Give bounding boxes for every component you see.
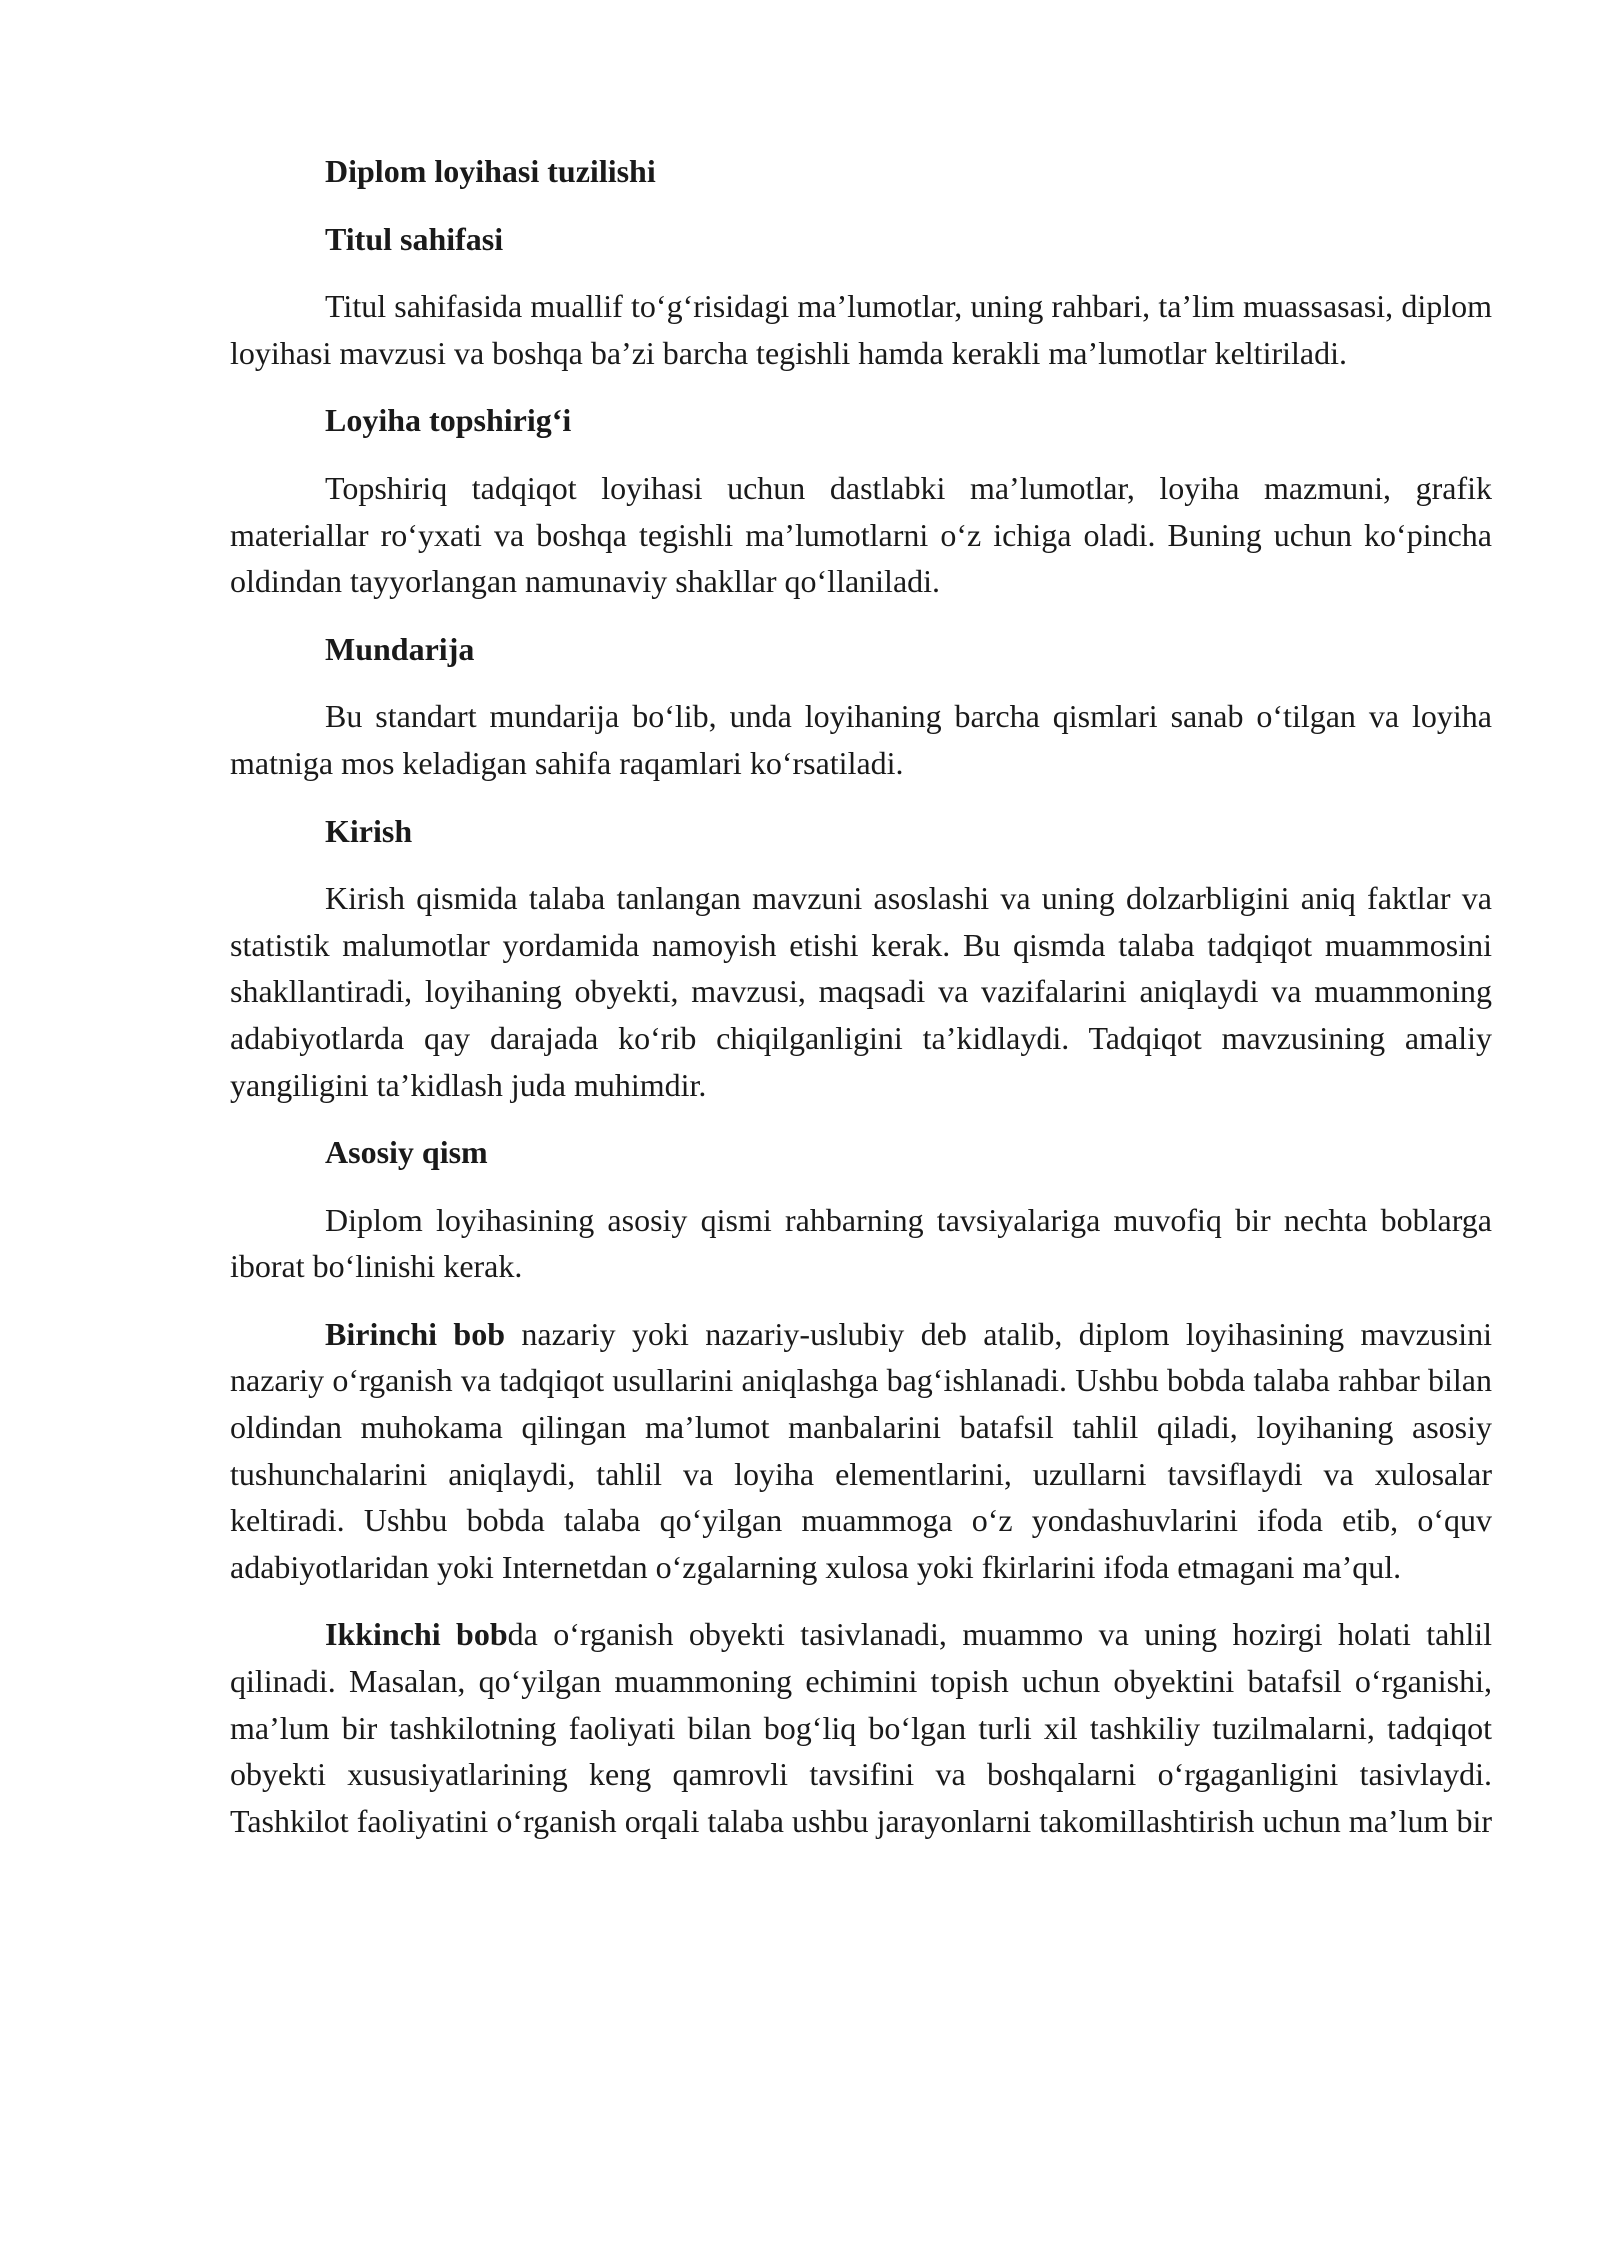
document-page xyxy=(230,148,1492,1865)
paragraph-asosiy: Diplom loyihasining asosiy qismi rahbarning tavsiyalariga muvofiq bir nechta boblarga iborat bo‘linishi kerak. xyxy=(230,1201,1492,1285)
document-title: Diplom loyihasi tuzilishi xyxy=(325,153,656,189)
section-heading-mundarija: Mundarija xyxy=(325,630,475,667)
lead-ikkinchi-bob: Ikkinchi bob xyxy=(325,1616,508,1653)
paragraph-kirish: Kirish qismida talaba tanlangan mavzuni asoslashi va uning dolzarbligini aniq faktlar va statistik malumotlar yordamida namoyish etishi kerak. Bu qismda talaba tadqiqot muammosini shakllantiradi, loyihaning obyekti, mavzusi, maqsadi va vazifalarini aniqlaydi va muammoning adabiyotlarda qay darajada ko‘rib chiqilganligini ta’kidlaydi. Tadqiqot mavzusining amaliy yangiligini ta’kidlash juda muhimdir. xyxy=(230,880,1492,1103)
section-heading-topshiriq: Loyiha topshirig‘i xyxy=(325,402,572,439)
section-heading-titul: Titul sahifasi xyxy=(325,220,504,257)
text-birinchi-bob: nazariy yoki nazariy-uslubiy deb atalib, diplom loyihasining mavzusini nazariy o‘rganish va tadqiqot usullarini aniqlashga bag‘ishlanadi. Ushbu bobda talaba rahbar bilan oldindan muhokama qilingan ma’lumot manbalarini batafsil tahlil qiladi, loyihaning asosiy tushunchalarini aniqlaydi, tahlil va loyiha elementlarini, uzullarni tavsiflaydi va xulosalar keltiradi. Ushbu bobda talaba qo‘yilgan muammoga o‘z yondashuvlarini ifoda etib, o‘quv adabiyotlaridan yoki Internetdan o‘zgalarning xulosa yoki fkirlarini ifoda etmagani ma’qul. xyxy=(230,1315,1493,1585)
paragraph-mundarija: Bu standart mundarija bo‘lib, unda loyihaning barcha qismlari sanab o‘tilgan va loyiha matniga mos keladigan sahifa raqamlari ko‘rsatiladi. xyxy=(230,698,1492,781)
paragraph-birinchi-bob xyxy=(230,1311,1492,1591)
paragraph-ikkinchi-bob xyxy=(230,1611,1492,1844)
paragraph-topshiriq: Topshiriq tadqiqot loyihasi uchun dastlabki ma’lumotlar, loyiha mazmuni, grafik materiallar ro‘yxati va boshqa tegishli ma’lumotlarni o‘z ichiga oladi. Buning uchun ko‘pincha oldindan tayyorlangan namunaviy shakllar qo‘llaniladi. xyxy=(230,469,1492,600)
paragraph-titul: Titul sahifasida muallif to‘g‘risidagi ma’lumotlar, uning rahbari, ta’lim muassasasi, diplom loyihasi mavzusi va boshqa ba’zi barcha tegishli hamda kerakli ma’lumotlar keltiriladi. xyxy=(230,288,1492,371)
text-ikkinchi-bob: da o‘rganish obyekti tasivlanadi, muammo va uning hozirgi holati tahlil qilinadi. Masalan, qo‘yilgan muammoning echimini topish uchun obyektini batafsil o‘rganishi, ma’lum bir tashkilotning faoliyati bilan bog‘liq bo‘lgan turli xil tashkiliy tuzilmalarni, tadqiqot obyekti xususiyatlarining keng qamrovli tavsifini va boshqalarni o‘rgaganligini tasivlaydi. Tashkilot faoliyatini o‘rganish orqali talaba ushbu jarayonlarni takomillashtirish uchun ma’lum bir xyxy=(230,1616,1493,1839)
section-heading-asosiy: Asosiy qism xyxy=(325,1134,488,1171)
lead-birinchi-bob: Birinchi bob xyxy=(325,1315,506,1352)
section-heading-kirish: Kirish xyxy=(325,812,413,849)
